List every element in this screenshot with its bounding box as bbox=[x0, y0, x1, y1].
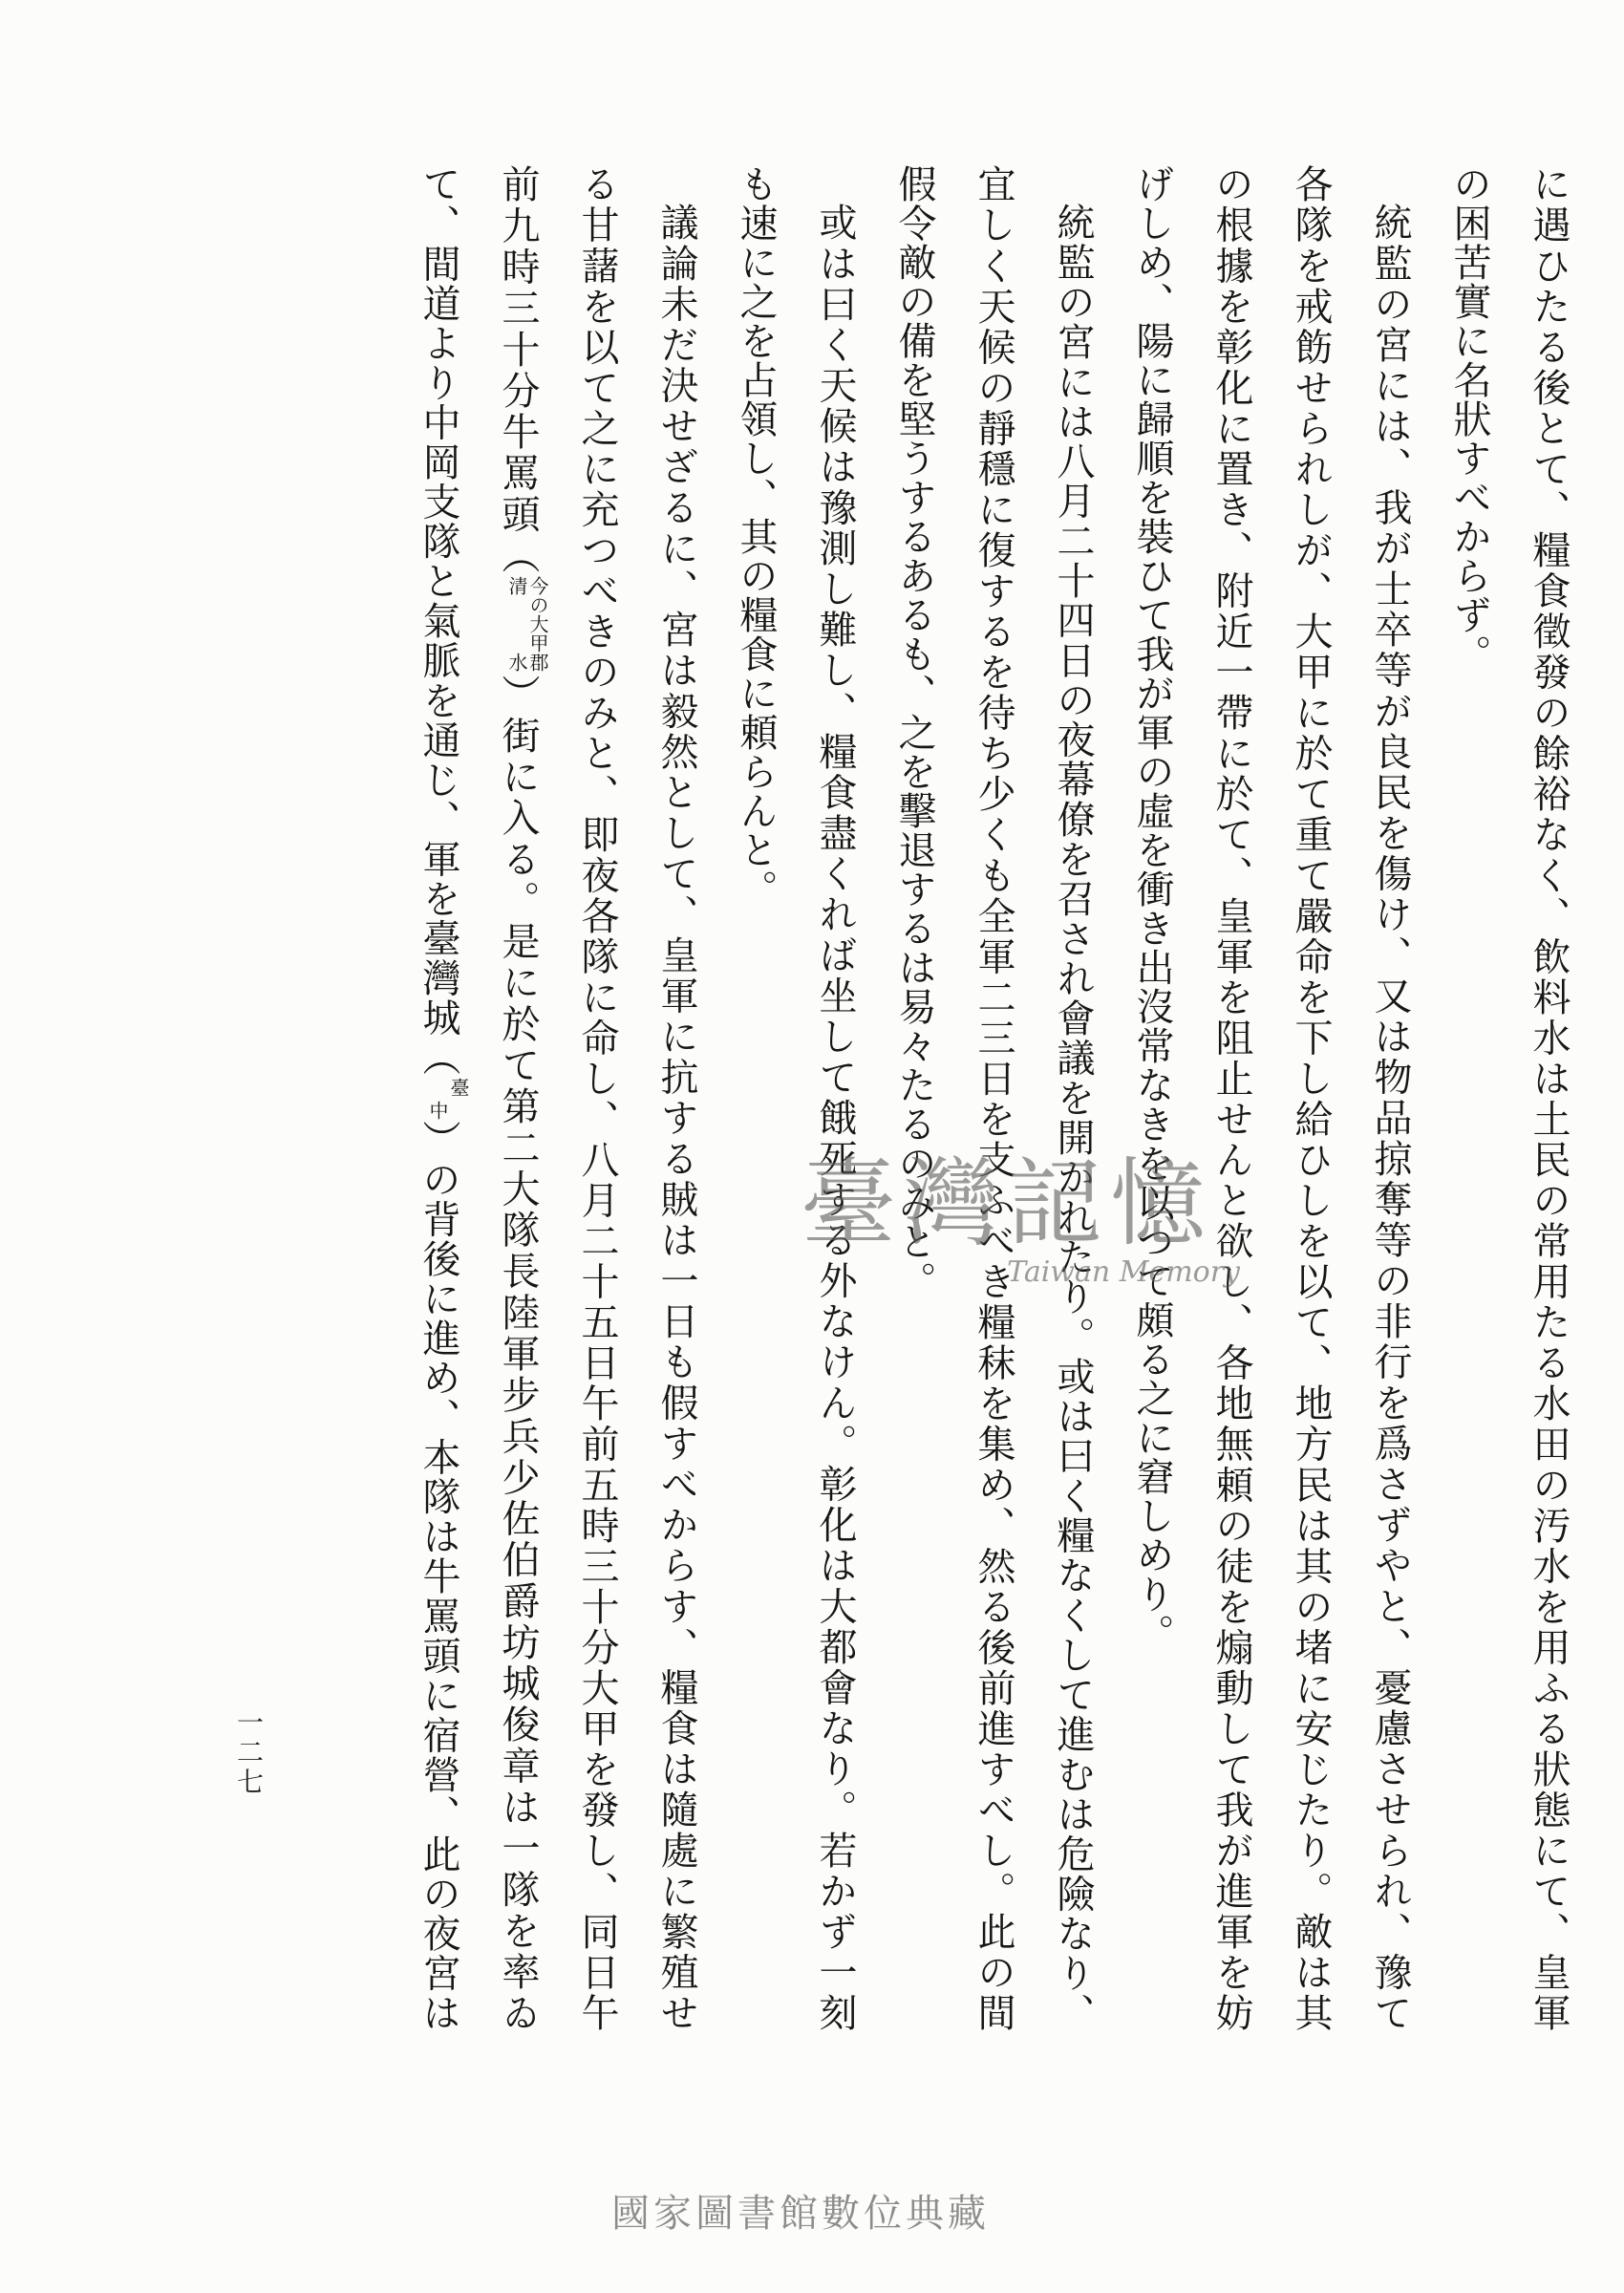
watermark-subtitle: Taiwan Memory bbox=[1007, 1255, 1240, 1289]
footer-credit: 國家圖書館數位典藏 bbox=[611, 2192, 990, 2236]
column-text-segment: ）街に入る。是に於て第二大隊長陸軍步兵少佐伯爵坊城俊章は一隊を率ゐ bbox=[496, 672, 540, 2033]
text-column-7: 統監の宮には八月二十四日の夜幕僚を召され會議を開かれたり。或は曰く糧なくして進むは危險なり、 bbox=[1051, 203, 1095, 2032]
inline-note-line: 中 bbox=[426, 1100, 449, 1120]
text-column-12: 議論未だ決せざるに、宮は毅然として、皇軍に抗する賊は一日も假すべからす、糧食は隨處に繁殖せ bbox=[654, 203, 698, 2033]
text-column-15 bbox=[398, 164, 478, 2032]
text-column-5: の根據を彰化に置き、附近一帶に於て、皇軍を阻止せんと欲し、各地無頼の徒を煽動して我が進軍を妨 bbox=[1209, 164, 1253, 2032]
text-column-9: 假令敵の備を堅うするあるも、之を擊退するは易々たるのみと。 bbox=[892, 164, 936, 1300]
page-number: 一二七 bbox=[233, 1708, 265, 1797]
text-column-13: る甘藷を以て之に充つべきのみと、即夜各隊に命し、八月二十五日午前五時三十分大甲を發し、同日午 bbox=[575, 164, 619, 2032]
text-column-8: 宜しく天候の靜穩に復するを待ち少くも全軍二三日を支ふべき糧秣を集め、然る後前進すべし。此の間 bbox=[972, 164, 1015, 2032]
text-column-4: 各隊を戒飭せられしが、大甲に於て重て嚴命を下し給ひしを以て、地方民は其の堵に安じたり。敵は其 bbox=[1289, 164, 1333, 2032]
inline-note-line: 清水 bbox=[505, 576, 528, 673]
text-column-1: に遇ひたる後とて、糧食徵發の餘裕なく、飲料水は土民の常用たる水田の汚水を用ふる狀態にて、皇軍 bbox=[1527, 164, 1571, 2032]
column-text-segment: ）の背後に進め、本隊は牛罵頭に宿營、此の夜宮は bbox=[417, 1119, 460, 2033]
inline-note bbox=[427, 1078, 469, 1120]
column-text-segment: て、間道より中岡支隊と氣脈を通じ、軍を臺灣城（ bbox=[417, 164, 460, 1078]
inline-note bbox=[506, 576, 548, 672]
text-column-6: げしめ、陽に歸順を裝ひて我が軍の虛を衝き出沒常なきを以つて頗る之に窘しめり。 bbox=[1130, 164, 1174, 1653]
text-block bbox=[398, 164, 1588, 2032]
text-column-14 bbox=[478, 164, 557, 2032]
watermark-title: 臺灣記憶 bbox=[801, 1147, 1213, 1259]
text-column-2: の困苦實に名狀すべからず。 bbox=[1447, 164, 1491, 674]
text-column-3: 統監の宮には、我が士卒等が良民を傷け、又は物品掠奪等の非行を爲さずやと、憂慮させられ、豫て bbox=[1368, 203, 1412, 2032]
inline-note-line: 今の大甲郡 bbox=[526, 576, 549, 673]
text-column-10: 或は曰く天候は豫測し難し、糧食盡くれば坐して餓死する外なけん。彰化は大都會なり。若かず一刻 bbox=[813, 203, 857, 2033]
column-text-segment: 前九時三十分牛罵頭（ bbox=[496, 164, 540, 577]
inline-note-line: 臺 bbox=[447, 1077, 470, 1097]
text-column-11: も速に之を占領し、其の糧食に頼らんと。 bbox=[734, 164, 778, 909]
